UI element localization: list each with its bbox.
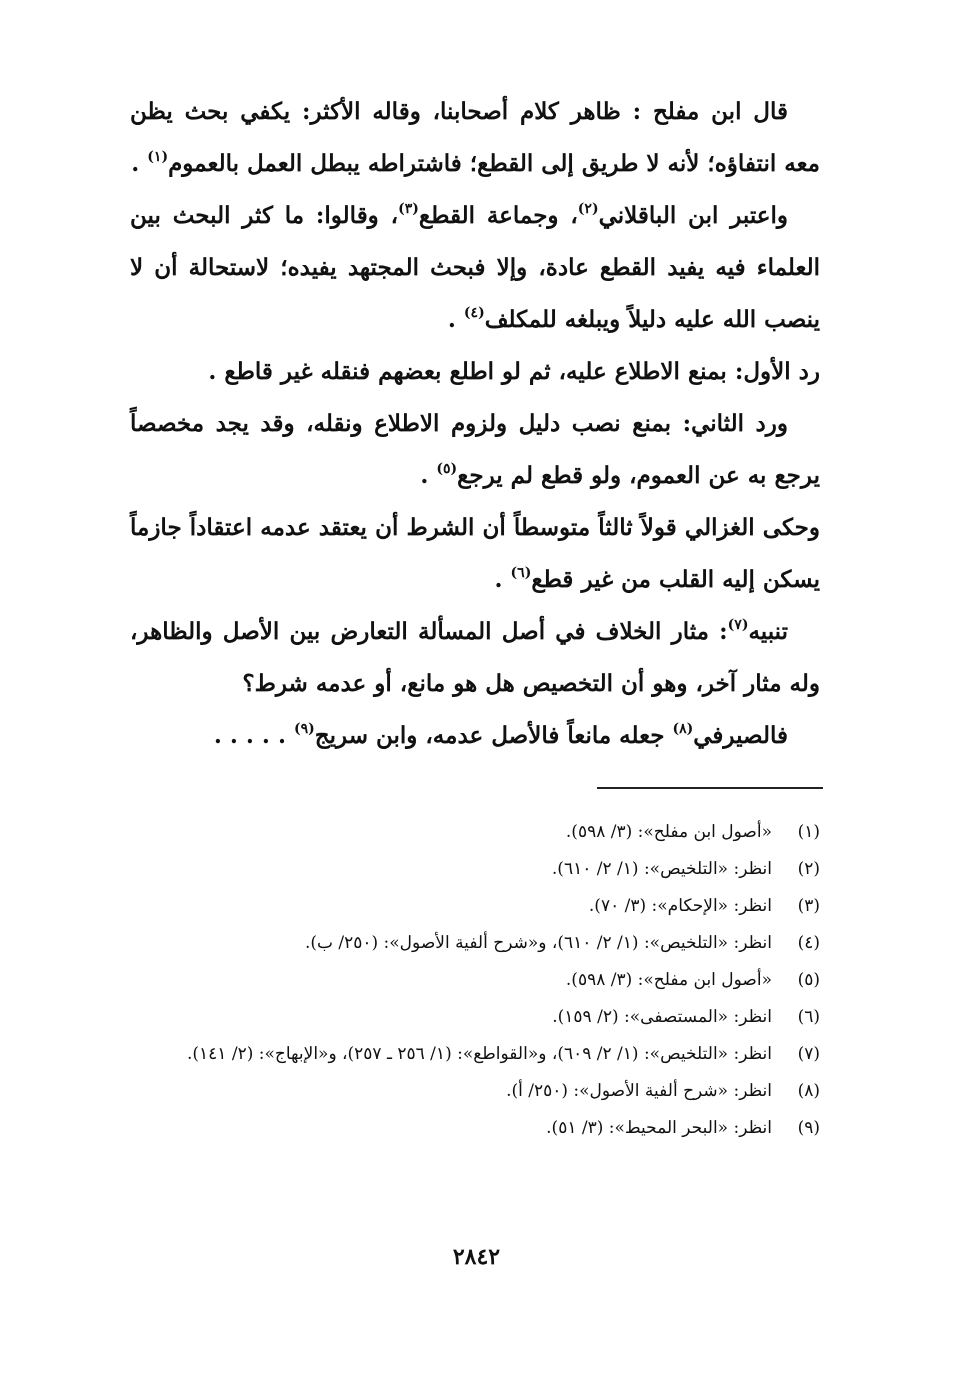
footnote-number: (٣) bbox=[797, 896, 820, 916]
paragraph-text: رد الأول: بمنع الاطلاع عليه، ثم لو اطلع بعضهم فنقله غير قاطع . bbox=[208, 358, 820, 385]
paragraph-text: وحكى الغزالي قولاً ثالثاً متوسطاً أن الشرط أن يعتقد عدمه اعتقاداً جازماً يسكن إليه القلب من غير قطع bbox=[130, 514, 820, 593]
footnote-text: انظر: «التلخيص»: (١/ ٢/ ٦١٠)، و«شرح ألفية الأصول»: (٢٥٠/ ب). bbox=[304, 933, 772, 953]
footnote bbox=[104, 999, 820, 1036]
footnote-reference: (٤) bbox=[463, 305, 485, 321]
footnote bbox=[104, 1073, 820, 1110]
paragraph bbox=[130, 502, 820, 606]
footnote-reference: (٨) bbox=[672, 721, 694, 737]
paragraph-text: . bbox=[447, 306, 464, 333]
paragraph bbox=[130, 346, 820, 398]
footnote-text: انظر: «التلخيص»: (١/ ٢/ ٦١٠). bbox=[551, 859, 772, 879]
footnote-number: (٧) bbox=[797, 1044, 820, 1064]
footnote-reference: (١) bbox=[147, 149, 169, 165]
paragraph-text: . . . . . bbox=[213, 722, 294, 749]
footnote-number: (٦) bbox=[797, 1007, 820, 1027]
footnote bbox=[104, 1036, 820, 1073]
paragraph-text: : مثار الخلاف في أصل المسألة التعارض بين الأصل والظاهر، وله مثار آخر، وهو أن التخصيص هل هو مانع، أو عدمه شرط؟ bbox=[130, 618, 820, 697]
footnote-reference: (٩) bbox=[293, 721, 315, 737]
footnote-text: «أصول ابن مفلح»: (٣/ ٥٩٨). bbox=[565, 822, 772, 842]
footnote-separator bbox=[597, 787, 823, 789]
footnote bbox=[104, 1110, 820, 1147]
paragraph bbox=[130, 606, 820, 710]
footnote bbox=[104, 925, 820, 962]
paragraph-text: . bbox=[494, 566, 511, 593]
footnote-reference: (٦) bbox=[510, 565, 532, 581]
paragraph-text: قال ابن مفلح : ظاهر كلام أصحابنا، وقاله الأكثر: يكفي بحث يظن معه انتفاؤه؛ لأنه لا طريق إلى القطع؛ فاشتراطه يبطل العمل بالعموم bbox=[130, 98, 820, 177]
paragraph bbox=[130, 710, 820, 762]
footnote-number: (٨) bbox=[797, 1081, 820, 1101]
footnote-text: انظر: «شرح ألفية الأصول»: (٢٥٠/ أ). bbox=[506, 1081, 772, 1101]
footnote-text: «أصول ابن مفلح»: (٣/ ٥٩٨). bbox=[565, 970, 772, 990]
footnote-reference: (٧) bbox=[727, 617, 749, 633]
main-text bbox=[130, 86, 820, 762]
paragraph-text: . bbox=[131, 150, 148, 177]
footnote-number: (١) bbox=[797, 822, 820, 842]
footnote-text: انظر: «الإحكام»: (٣/ ٧٠). bbox=[588, 896, 772, 916]
footnote-number: (٤) bbox=[797, 933, 820, 953]
paragraph-text: تنبيه bbox=[748, 618, 788, 645]
footnote bbox=[104, 888, 820, 925]
footnote-text: انظر: «البحر المحيط»: (٣/ ٥١). bbox=[546, 1118, 772, 1138]
footnote bbox=[104, 814, 820, 851]
footnote bbox=[104, 962, 820, 999]
paragraph-text: ورد الثاني: بمنع نصب دليل ولزوم الاطلاع ونقله، وقد يجد مخصصاً يرجع به عن العموم، ولو قطع لم يرجع bbox=[130, 410, 820, 489]
footnote-reference: (٥) bbox=[436, 461, 458, 477]
page-number: ٢٨٤٢ bbox=[452, 1244, 501, 1270]
paragraph bbox=[130, 190, 820, 346]
footnote-text: انظر: «التلخيص»: (١/ ٢/ ٦٠٩)، و«القواطع»: (١/ ٢٥٦ ـ ٢٥٧)، و«الإبهاج»: (٢/ ١٤١). bbox=[187, 1044, 772, 1064]
paragraph-text: فالصيرفي bbox=[693, 722, 788, 749]
paragraph bbox=[130, 86, 820, 190]
paragraph-text: ، وجماعة القطع bbox=[418, 202, 578, 229]
footnote-reference: (٣) bbox=[398, 201, 419, 217]
paragraph bbox=[130, 398, 820, 502]
footnote-number: (٥) bbox=[797, 970, 820, 990]
paragraph-text: جعله مانعاً فالأصل عدمه، وابن سريج bbox=[314, 722, 673, 749]
paragraph-text: واعتبر ابن الباقلاني bbox=[598, 202, 788, 229]
footnote-number: (٩) bbox=[797, 1118, 820, 1138]
footnote bbox=[104, 851, 820, 888]
footnote-reference: (٢) bbox=[577, 201, 599, 217]
footnote-text: انظر: «المستصفى»: (٢/ ١٥٩). bbox=[552, 1007, 772, 1027]
footnote-number: (٢) bbox=[797, 859, 820, 879]
footnotes-list bbox=[104, 814, 820, 1147]
paragraph-text: ، وقالوا: ما كثر البحث بين العلماء فيه يفيد القطع عادة، وإلا فبحث المجتهد يفيده؛ لاستحالة أن لا ينصب الله عليه دليلاً ويبلغه للمكلف bbox=[130, 202, 820, 333]
paragraph-text: . bbox=[420, 462, 437, 489]
